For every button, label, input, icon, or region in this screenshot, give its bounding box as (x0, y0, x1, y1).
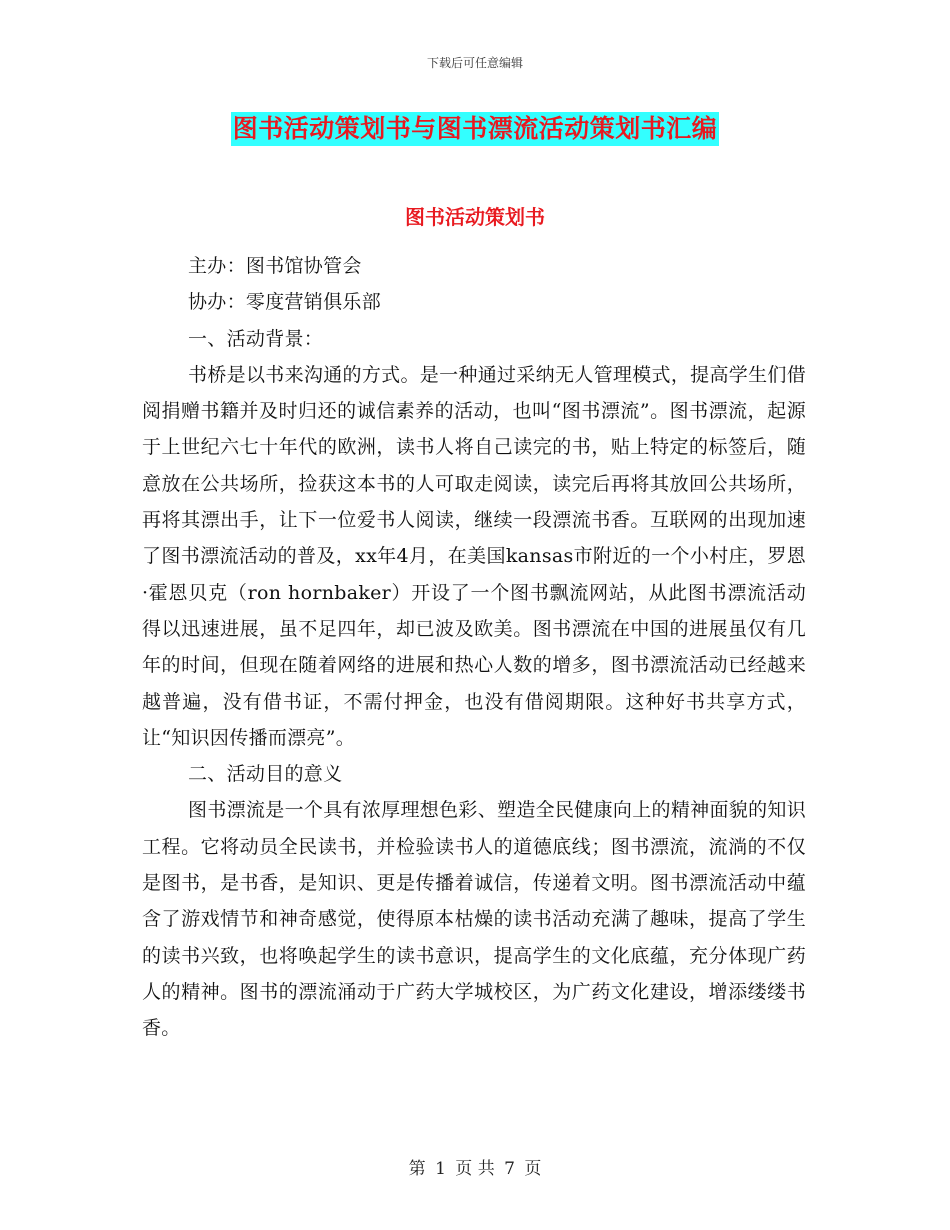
document-body (142, 248, 806, 1047)
document-title: 图书活动策划书与图书漂流活动策划书汇编 (231, 112, 720, 146)
paragraph-background: 书桥是以书来沟通的方式。是一种通过采纳无人管理模式，提高学生们借阅捐赠书籍并及时归还的诚信素养的活动，也叫“图书漂流”。图书漂流，起源于上世纪六七十年代的欧洲，读书人将自己读完的书，贴上特定的标签后，随意放在公共场所，捡获这本书的人可取走阅读，读完后再将其放回公共场所，再将其漂出手，让下一位爱书人阅读，继续一段漂流书香。互联网的出现加速了图书漂流活动的普及，xx年4月，在美国kansas市附近的一个小村庄，罗恩·霍恩贝克（ron hornbaker）开设了一个图书飘流网站，从此图书漂流活动得以迅速进展，虽不足四年，却已波及欧美。图书漂流在中国的进展虽仅有几年的时间，但现在随着网络的进展和热心人数的增多，图书漂流活动已经越来越普遍，没有借书证，不需付押金，也没有借阅期限。这种好书共享方式，让“知识因传播而漂亮”。 (142, 363, 806, 749)
header-note: 下载后可任意编辑 (426, 56, 523, 70)
footer-total-pages: 7 (504, 1159, 515, 1179)
page-footer (0, 1154, 950, 1179)
organizer-line: 主办：图书馆协管会 (188, 255, 362, 277)
section-title: 图书活动策划书 (405, 205, 545, 229)
paragraph-purpose: 图书漂流是一个具有浓厚理想色彩、塑造全民健康向上的精神面貌的知识工程。它将动员全民读书，并检验读书人的道德底线；图书漂流，流淌的不仅是图书，是书香，是知识、更是传播着诚信，传递着文明。图书漂流活动中蕴含了游戏情节和神奇感觉，使得原本枯燥的读书活动充满了趣味，提高了学生的读书兴致，也将唤起学生的读书意识，提高学生的文化底蕴，充分体现广药人的精神。图书的漂流涌动于广药大学城校区，为广药文化建设，增添缕缕书香。 (142, 799, 806, 1040)
document-title-wrap (0, 112, 950, 146)
footer-suffix: 页 (524, 1159, 542, 1179)
footer-page-number: 1 (435, 1159, 446, 1179)
co-organizer-line: 协办：零度营销俱乐部 (188, 291, 382, 314)
heading-purpose: 二、活动目的意义 (188, 763, 343, 786)
footer-prefix: 第 (408, 1159, 426, 1179)
heading-background: 一、活动背景： (188, 327, 324, 350)
footer-middle: 页 共 (455, 1159, 495, 1179)
